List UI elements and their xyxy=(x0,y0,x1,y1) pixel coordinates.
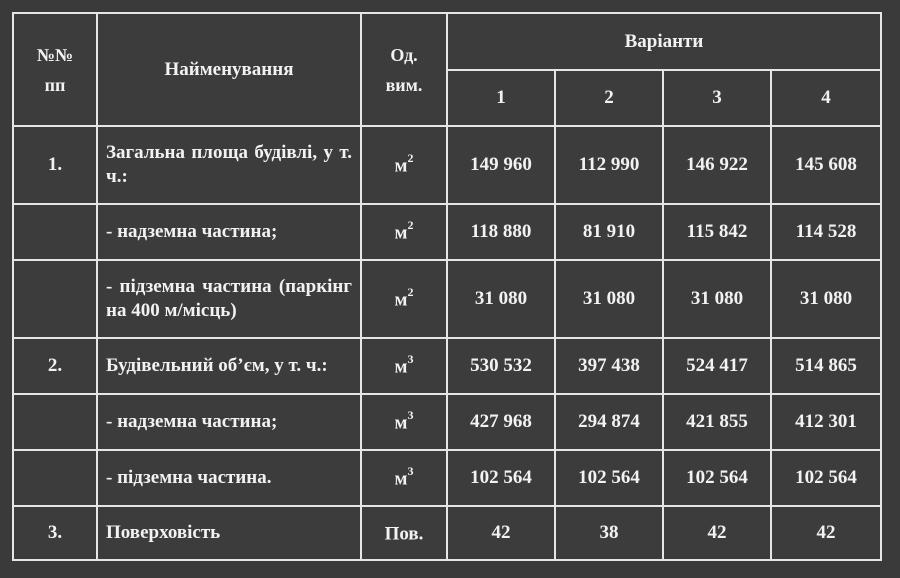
row-unit xyxy=(361,204,447,260)
table-row xyxy=(13,204,881,260)
unit-base: м xyxy=(394,468,408,490)
value-variant-3: 115 842 xyxy=(663,204,771,260)
header-name: Найменування xyxy=(97,13,361,126)
value-variant-1: 118 880 xyxy=(447,204,555,260)
header-unit-line1: Од. xyxy=(390,44,418,65)
row-unit xyxy=(361,126,447,204)
unit-exponent: 2 xyxy=(407,150,414,165)
table-row xyxy=(13,506,881,560)
value-variant-2: 112 990 xyxy=(555,126,663,204)
header-variant-4: 4 xyxy=(771,70,881,126)
value-variant-2: 38 xyxy=(555,506,663,560)
row-unit xyxy=(361,260,447,338)
row-name: Поверховість xyxy=(97,506,361,560)
unit-exponent: 2 xyxy=(407,284,414,299)
value-variant-3: 102 564 xyxy=(663,450,771,506)
table-row xyxy=(13,338,881,394)
variants-table xyxy=(12,12,882,561)
unit-exponent: 3 xyxy=(407,407,414,422)
table-row xyxy=(13,126,881,204)
header-unit-line2: вим. xyxy=(385,74,423,95)
value-variant-1: 102 564 xyxy=(447,450,555,506)
row-unit xyxy=(361,506,447,560)
value-variant-4: 145 608 xyxy=(771,126,881,204)
value-variant-3: 421 855 xyxy=(663,394,771,450)
row-unit xyxy=(361,450,447,506)
row-number xyxy=(13,204,97,260)
table-row xyxy=(13,260,881,338)
value-variant-4: 412 301 xyxy=(771,394,881,450)
table-container xyxy=(12,12,880,561)
header-variant-2: 2 xyxy=(555,70,663,126)
value-variant-2: 294 874 xyxy=(555,394,663,450)
row-number: 3. xyxy=(13,506,97,560)
row-name: Загальна площа будівлі, у т. ч.: xyxy=(97,126,361,204)
row-unit xyxy=(361,394,447,450)
unit-exponent: 3 xyxy=(407,463,414,478)
value-variant-1: 42 xyxy=(447,506,555,560)
header-row-top xyxy=(13,13,881,70)
value-variant-4: 514 865 xyxy=(771,338,881,394)
value-variant-3: 31 080 xyxy=(663,260,771,338)
row-number xyxy=(13,450,97,506)
value-variant-3: 146 922 xyxy=(663,126,771,204)
header-variants: Варіанти xyxy=(447,13,881,70)
unit-base: м xyxy=(394,356,408,378)
row-name: - підземна частина (паркінг на 400 м/місць) xyxy=(97,260,361,338)
header-number xyxy=(13,13,97,126)
value-variant-4: 102 564 xyxy=(771,450,881,506)
value-variant-2: 102 564 xyxy=(555,450,663,506)
row-name: - підземна частина. xyxy=(97,450,361,506)
header-variant-3: 3 xyxy=(663,70,771,126)
unit-base: м xyxy=(394,412,408,434)
row-number xyxy=(13,394,97,450)
unit-base: м xyxy=(394,222,408,244)
value-variant-2: 397 438 xyxy=(555,338,663,394)
value-variant-4: 31 080 xyxy=(771,260,881,338)
value-variant-1: 31 080 xyxy=(447,260,555,338)
row-number: 2. xyxy=(13,338,97,394)
row-name: Будівельний об’єм, у т. ч.: xyxy=(97,338,361,394)
value-variant-1: 530 532 xyxy=(447,338,555,394)
row-number: 1. xyxy=(13,126,97,204)
row-unit xyxy=(361,338,447,394)
header-number-line2: пп xyxy=(44,74,66,95)
unit-base: м xyxy=(394,155,408,177)
table-row xyxy=(13,394,881,450)
value-variant-2: 31 080 xyxy=(555,260,663,338)
row-name: - надземна частина; xyxy=(97,204,361,260)
header-unit xyxy=(361,13,447,126)
unit-exponent: 2 xyxy=(407,217,414,232)
value-variant-1: 427 968 xyxy=(447,394,555,450)
value-variant-2: 81 910 xyxy=(555,204,663,260)
table-row xyxy=(13,450,881,506)
row-name: - надземна частина; xyxy=(97,394,361,450)
value-variant-4: 114 528 xyxy=(771,204,881,260)
unit-base: Пов. xyxy=(384,523,424,545)
row-number xyxy=(13,260,97,338)
unit-exponent: 3 xyxy=(407,351,414,366)
unit-base: м xyxy=(394,289,408,311)
value-variant-4: 42 xyxy=(771,506,881,560)
value-variant-1: 149 960 xyxy=(447,126,555,204)
header-number-line1: №№ xyxy=(36,44,74,65)
header-variant-1: 1 xyxy=(447,70,555,126)
value-variant-3: 42 xyxy=(663,506,771,560)
value-variant-3: 524 417 xyxy=(663,338,771,394)
